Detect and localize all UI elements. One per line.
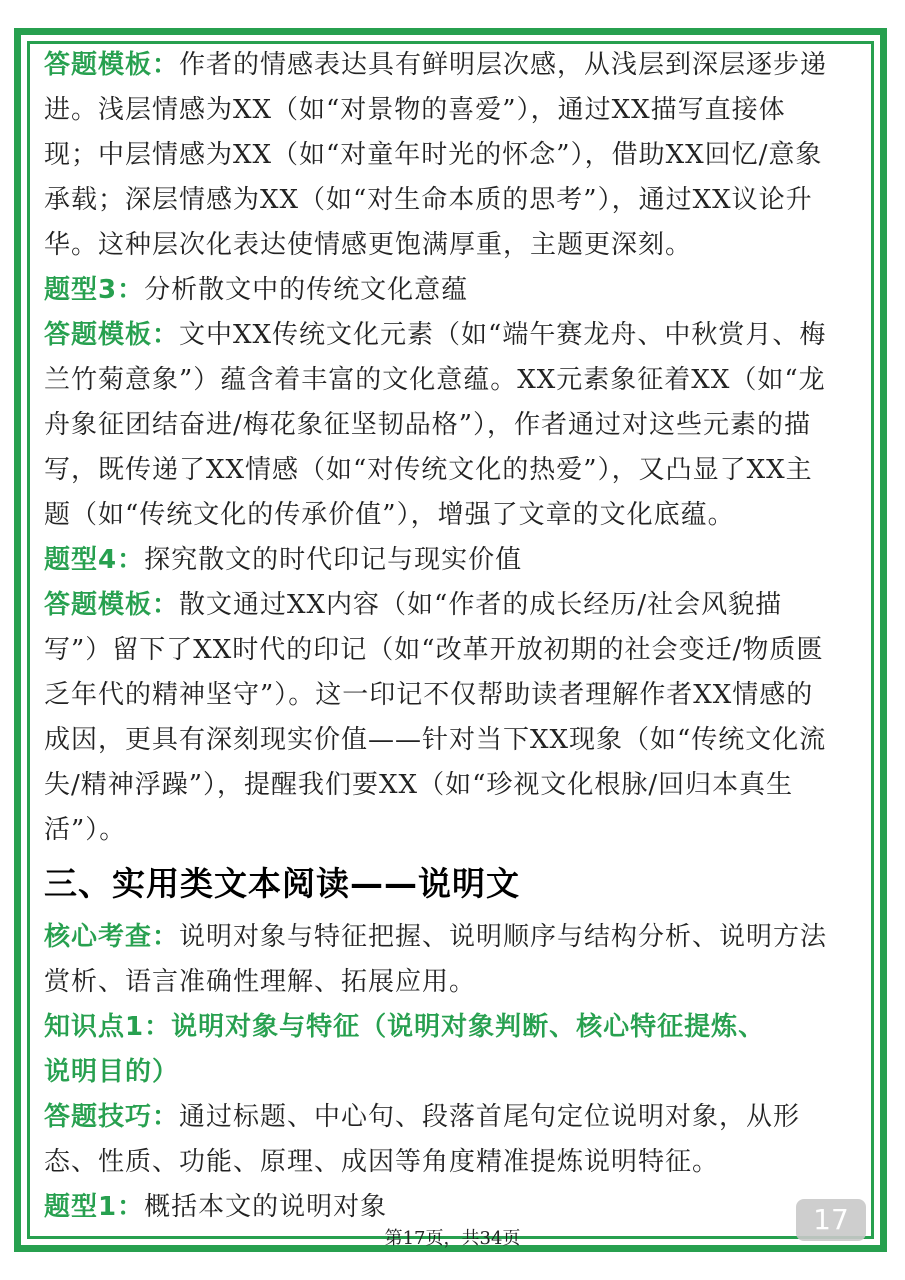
- page-footer: 第17页，共34页: [384, 1228, 521, 1249]
- core-examination: 核心考查：说明对象与特征把握、说明顺序与结构分析、说明方法 赏析、语言准确性理解、拓展应用。: [44, 922, 828, 997]
- section-heading: 三、实用类文本阅读——说明文: [44, 864, 520, 903]
- knowledge-point-1: 知识点1：说明对象与特征（说明对象判断、核心特征提炼、 说明目的）: [44, 1012, 766, 1087]
- answer-template-label: 答题模板：: [44, 590, 180, 620]
- answer-skill: 答题技巧：通过标题、中心句、段落首尾句定位说明对象，从形 态、性质、功能、原理、成因等角度精准提炼说明特征。: [44, 1102, 801, 1177]
- answer-template-3: 答题模板：散文通过XX内容（如“作者的成长经历/社会风貌描 写”）留下了XX时代的印记（如“改革开放初期的社会变迁/物质匮 乏年代的精神坚守”）。这一印记不仅帮助读者理解作者XX情感的 成因，更具有深刻现实价值——针对当下XX现象（如“传统文化流 失/精神浮躁”），提醒我们要XX（如“珍视文化根脉/回归本真生 活”）。: [44, 590, 827, 845]
- answer-template-label: 答题模板：: [44, 50, 180, 80]
- question-type-4: 题型4：探究散文的时代印记与现实价值: [44, 545, 523, 575]
- question-type-1: 题型1：概括本文的说明对象: [44, 1192, 388, 1222]
- question-type-3: 题型3：分析散文中的传统文化意蕴: [44, 275, 469, 305]
- page-number-badge: 17: [796, 1199, 866, 1241]
- answer-template-1: 答题模板：作者的情感表达具有鲜明层次感，从浅层到深层逐步递 进。浅层情感为XX（如“对景物的喜爱”），通过XX描写直接体 现；中层情感为XX（如“对童年时光的怀念”），借助XX回忆/意象 承载；深层情感为XX（如“对生命本质的思考”），通过XX议论升 华。这种层次化表达使情感更饱满厚重，主题更深刻。: [44, 50, 828, 260]
- answer-template-label: 答题模板：: [44, 320, 180, 350]
- answer-template-2: 答题模板：文中XX传统文化元素（如“端午赛龙舟、中秋赏月、梅 兰竹菊意象”）蕴含着丰富的文化意蕴。XX元素象征着XX（如“龙 舟象征团结奋进/梅花象征坚韧品格”），作者通过对这些元素的描 写，既传递了XX情感（如“对传统文化的热爱”），又凸显了XX主 题（如“传统文化的传承价值”），增强了文章的文化底蕴。: [44, 320, 827, 530]
- document-body: [44, 43, 866, 1230]
